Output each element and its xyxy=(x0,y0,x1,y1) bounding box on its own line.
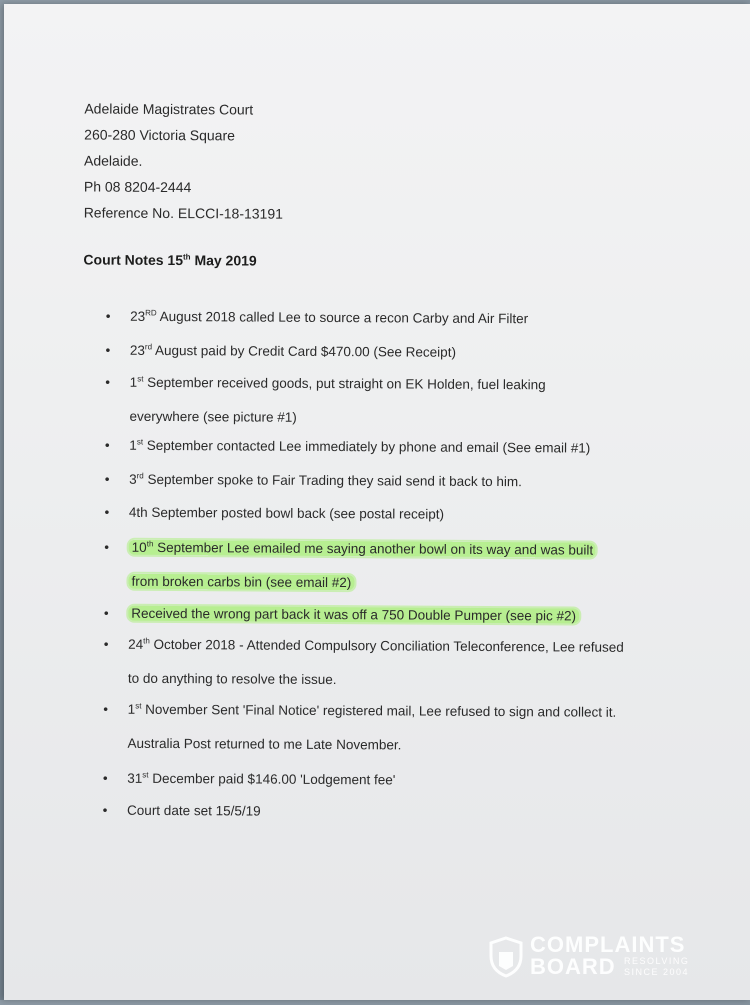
list-item: • 31st December paid $146.00 'Lodgement fee' xyxy=(99,762,639,799)
bullet: • xyxy=(104,539,110,555)
watermark-line-2: BOARD xyxy=(530,954,616,979)
bullet: • xyxy=(105,308,111,324)
bullet: • xyxy=(104,437,110,453)
list-item: • Court date set 15/5/19 xyxy=(99,794,639,831)
bullet: • xyxy=(103,636,109,652)
paper-sheet xyxy=(4,4,750,1000)
list-item: • 3rd September spoke to Fair Trading they said send it back to him. xyxy=(101,463,641,500)
list-item: • 4th September posted bowl back (see postal receipt) xyxy=(101,496,641,533)
bullet: • xyxy=(103,701,109,717)
document-content xyxy=(0,4,750,1005)
address-line-3: Adelaide. xyxy=(83,152,143,169)
list-item: • 23RD August 2018 called Lee to source a recon Carby and Air Filter xyxy=(102,300,642,337)
address-line-2: 260-280 Victoria Square xyxy=(84,126,235,144)
list-item: • 1st September received goods, put straight on EK Holden, fuel leaking everywhere (see picture #1) xyxy=(101,366,581,437)
highlight-mark: 10th September Lee emailed me saying another bowl on its way and was built from broken carbs bin (see email #2) xyxy=(128,540,596,590)
bullet: • xyxy=(102,802,108,818)
list-item: • 24th October 2018 - Attended Compulsory Conciliation Teleconference, Lee refused to do anything to resolve the issue. xyxy=(100,628,625,699)
bullet: • xyxy=(103,605,109,621)
address-line-1: Adelaide Magistrates Court xyxy=(84,100,254,118)
bullet: • xyxy=(102,770,108,786)
bullet: • xyxy=(104,471,110,487)
address-reference: Reference No. ELCCI-18-13191 xyxy=(83,204,284,222)
document-title: Court Notes 15th May 2019 xyxy=(83,251,257,269)
list-item-highlighted xyxy=(100,531,620,602)
list-item: • 23rd August paid by Credit Card $470.00 (See Receipt) xyxy=(102,334,642,371)
shield-icon xyxy=(488,936,524,978)
bullet: • xyxy=(105,342,111,358)
watermark-line-1: COMPLAINTS xyxy=(530,932,686,957)
bullet: • xyxy=(104,504,110,520)
court-address xyxy=(84,95,284,226)
complaints-board-watermark xyxy=(488,934,708,982)
list-item: • 1st November Sent 'Final Notice' registered mail, Lee refused to sign and collect it. Australia Post returned to me Late November. xyxy=(99,693,639,764)
address-phone: Ph 08 8204-2444 xyxy=(83,178,192,196)
bullet: • xyxy=(105,374,111,390)
list-item: • 1st September contacted Lee immediately by phone and email (See email #1) xyxy=(101,429,641,466)
highlight-mark: Received the wrong part back it was off a 750 Double Pumper (see pic #2) xyxy=(128,606,579,624)
watermark-tagline: RESOLVING SINCE 2004 xyxy=(624,956,690,977)
